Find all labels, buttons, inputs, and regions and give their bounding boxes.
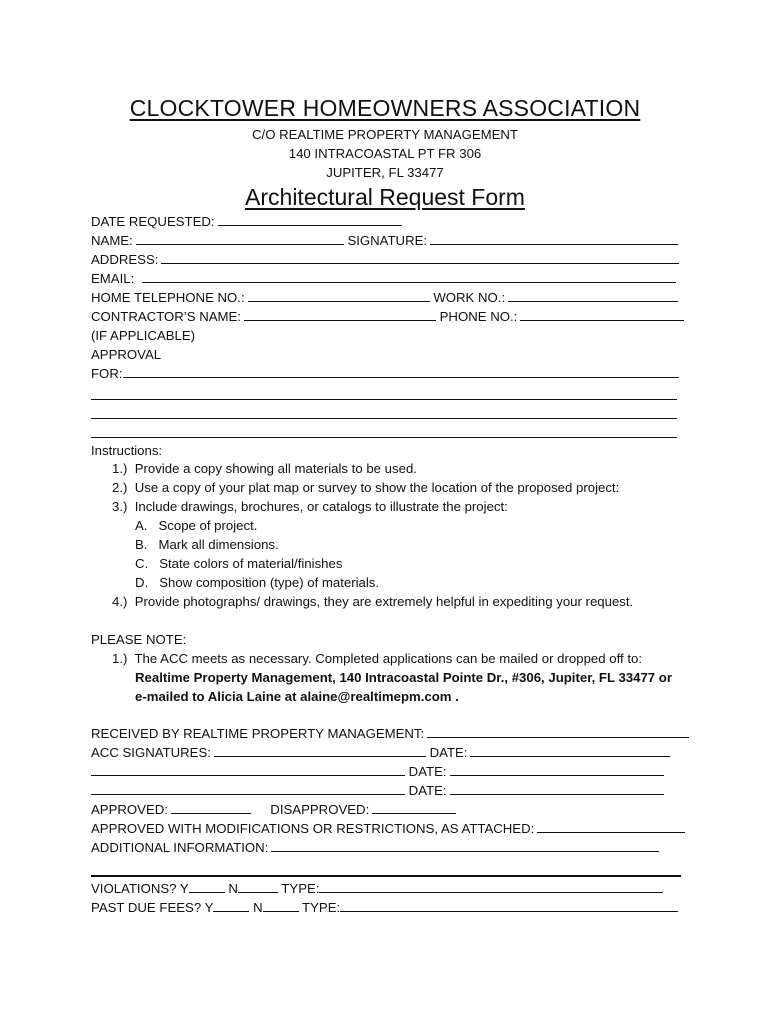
acc-date-field-2[interactable] <box>450 762 664 776</box>
phone-no-label: PHONE NO.: <box>439 309 518 324</box>
additional-info-label: ADDITIONAL INFORMATION: <box>91 840 269 855</box>
violations-no-field[interactable] <box>238 879 278 893</box>
street-line: 140 INTRACOASTAL PT FR 306 <box>288 146 482 161</box>
approval-for-field[interactable] <box>123 364 679 378</box>
name-label: NAME: <box>91 233 133 248</box>
acc-signature-row-3 <box>91 781 664 800</box>
instruction-subitem-c <box>135 554 342 573</box>
approved-mod-label: APPROVED WITH MODIFICATIONS OR RESTRICTIONS, AS ATTACHED: <box>91 821 535 836</box>
disapproved-field[interactable] <box>372 800 456 814</box>
acc-signature-field-2[interactable] <box>91 762 405 776</box>
signature-label: SIGNATURE: <box>347 233 428 248</box>
subitem-text: Mark all dimensions. <box>158 537 279 552</box>
address-field[interactable] <box>161 250 679 264</box>
email-label: EMAIL: <box>91 271 135 286</box>
date-requested-field[interactable] <box>218 212 402 226</box>
address-row <box>91 250 679 269</box>
past-due-row <box>91 898 678 917</box>
home-phone-label: HOME TELEPHONE NO.: <box>91 290 245 305</box>
violations-n-label: N <box>228 881 238 896</box>
violations-label: VIOLATIONS? Y <box>91 881 189 896</box>
home-phone-field[interactable] <box>248 288 430 302</box>
if-applicable-label: (IF APPLICABLE) <box>91 328 196 343</box>
approved-mod-field[interactable] <box>537 819 685 833</box>
acc-signature-field-1[interactable] <box>214 743 426 757</box>
divider <box>91 875 681 877</box>
name-field[interactable] <box>136 231 344 245</box>
instructions-heading: Instructions: <box>91 443 163 458</box>
instruction-subitem-d <box>135 573 379 592</box>
approved-row <box>91 800 456 819</box>
instruction-subitem-a <box>135 516 257 535</box>
approved-field[interactable] <box>171 800 251 814</box>
past-due-yes-field[interactable] <box>213 898 249 912</box>
received-by-row <box>91 724 689 743</box>
care-of-line: C/O REALTIME PROPERTY MANAGEMENT <box>252 127 518 142</box>
additional-info-field[interactable] <box>271 838 659 852</box>
signature-field[interactable] <box>430 231 678 245</box>
approval-for-row <box>91 364 679 383</box>
item-number: 1.) <box>112 461 128 476</box>
date-label: DATE: <box>408 783 447 798</box>
additional-info-row <box>91 838 659 857</box>
item-number: 4.) <box>112 594 128 609</box>
note-mail-address: Realtime Property Management, 140 Intracoastal Pointe Dr., #306, Jupiter, FL 33477 or <box>135 670 672 685</box>
approved-mod-row <box>91 819 685 838</box>
item-number: 1.) <box>112 651 128 666</box>
for-label: FOR: <box>91 366 123 381</box>
work-no-label: WORK NO.: <box>433 290 506 305</box>
approval-for-line-3[interactable] <box>91 418 677 419</box>
acc-signature-field-3[interactable] <box>91 781 405 795</box>
disapproved-label: DISAPPROVED: <box>270 802 370 817</box>
instruction-item-4 <box>112 592 633 611</box>
violations-type-field[interactable] <box>319 879 663 893</box>
item-text: Include drawings, brochures, or catalogs to illustrate the project: <box>134 499 508 514</box>
acc-signature-row-2 <box>91 762 664 781</box>
association-title: CLOCKTOWER HOMEOWNERS ASSOCIATION <box>129 95 641 121</box>
date-requested-row <box>91 212 402 231</box>
item-text: Use a copy of your plat map or survey to show the location of the proposed project: <box>134 480 620 495</box>
contractor-name-label: CONTRACTOR’S NAME: <box>91 309 241 324</box>
approval-for-line-2[interactable] <box>91 399 677 400</box>
email-row <box>91 269 676 288</box>
item-text: Provide a copy showing all materials to be used. <box>134 461 417 476</box>
instruction-item-1 <box>112 459 417 478</box>
received-by-field[interactable] <box>427 724 689 738</box>
item-number: 2.) <box>112 480 128 495</box>
phone-no-field[interactable] <box>520 307 684 321</box>
past-due-label: PAST DUE FEES? Y <box>91 900 214 915</box>
past-due-type-field[interactable] <box>340 898 678 912</box>
acc-date-field-3[interactable] <box>450 781 664 795</box>
home-phone-row <box>91 288 678 307</box>
acc-signatures-row <box>91 743 670 762</box>
subitem-letter: A. <box>135 518 148 533</box>
subitem-letter: C. <box>135 556 149 571</box>
past-due-n-label: N <box>253 900 263 915</box>
date-label: DATE: <box>429 745 468 760</box>
please-note-heading: PLEASE NOTE: <box>91 632 187 647</box>
acc-signatures-label: ACC SIGNATURES: <box>91 745 211 760</box>
instruction-item-2 <box>112 478 619 497</box>
instruction-subitem-b <box>135 535 279 554</box>
approval-for-line-4[interactable] <box>91 437 677 438</box>
email-field[interactable] <box>142 269 676 283</box>
violations-yes-field[interactable] <box>189 879 225 893</box>
violations-type-label: TYPE: <box>281 881 320 896</box>
subitem-letter: D. <box>135 575 149 590</box>
approval-label: APPROVAL <box>91 347 162 362</box>
subitem-text: Show composition (type) of materials. <box>159 575 380 590</box>
received-by-label: RECEIVED BY REALTIME PROPERTY MANAGEMENT: <box>91 726 425 741</box>
approved-label: APPROVED: <box>91 802 168 817</box>
contractor-name-field[interactable] <box>244 307 436 321</box>
subitem-text: State colors of material/finishes <box>159 556 343 571</box>
address-label: ADDRESS: <box>91 252 159 267</box>
date-label: DATE: <box>408 764 447 779</box>
date-requested-label: DATE REQUESTED: <box>91 214 215 229</box>
note-email-address: e-mailed to Alicia Laine at alaine@realtimepm.com . <box>135 689 459 704</box>
violations-row <box>91 879 663 898</box>
instruction-item-3 <box>112 497 508 516</box>
name-row <box>91 231 678 250</box>
past-due-type-label: TYPE: <box>302 900 341 915</box>
work-no-field[interactable] <box>508 288 678 302</box>
note-item-1 <box>112 649 642 668</box>
item-number: 3.) <box>112 499 128 514</box>
item-text: Provide photographs/ drawings, they are extremely helpful in expediting your request. <box>134 594 634 609</box>
city-line: JUPITER, FL 33477 <box>326 165 444 180</box>
note-text: The ACC meets as necessary. Completed applications can be mailed or dropped off to: <box>134 651 642 666</box>
past-due-no-field[interactable] <box>263 898 299 912</box>
contractor-row <box>91 307 684 326</box>
acc-date-field-1[interactable] <box>470 743 670 757</box>
form-title: Architectural Request Form <box>245 184 525 210</box>
subitem-letter: B. <box>135 537 148 552</box>
subitem-text: Scope of project. <box>158 518 258 533</box>
